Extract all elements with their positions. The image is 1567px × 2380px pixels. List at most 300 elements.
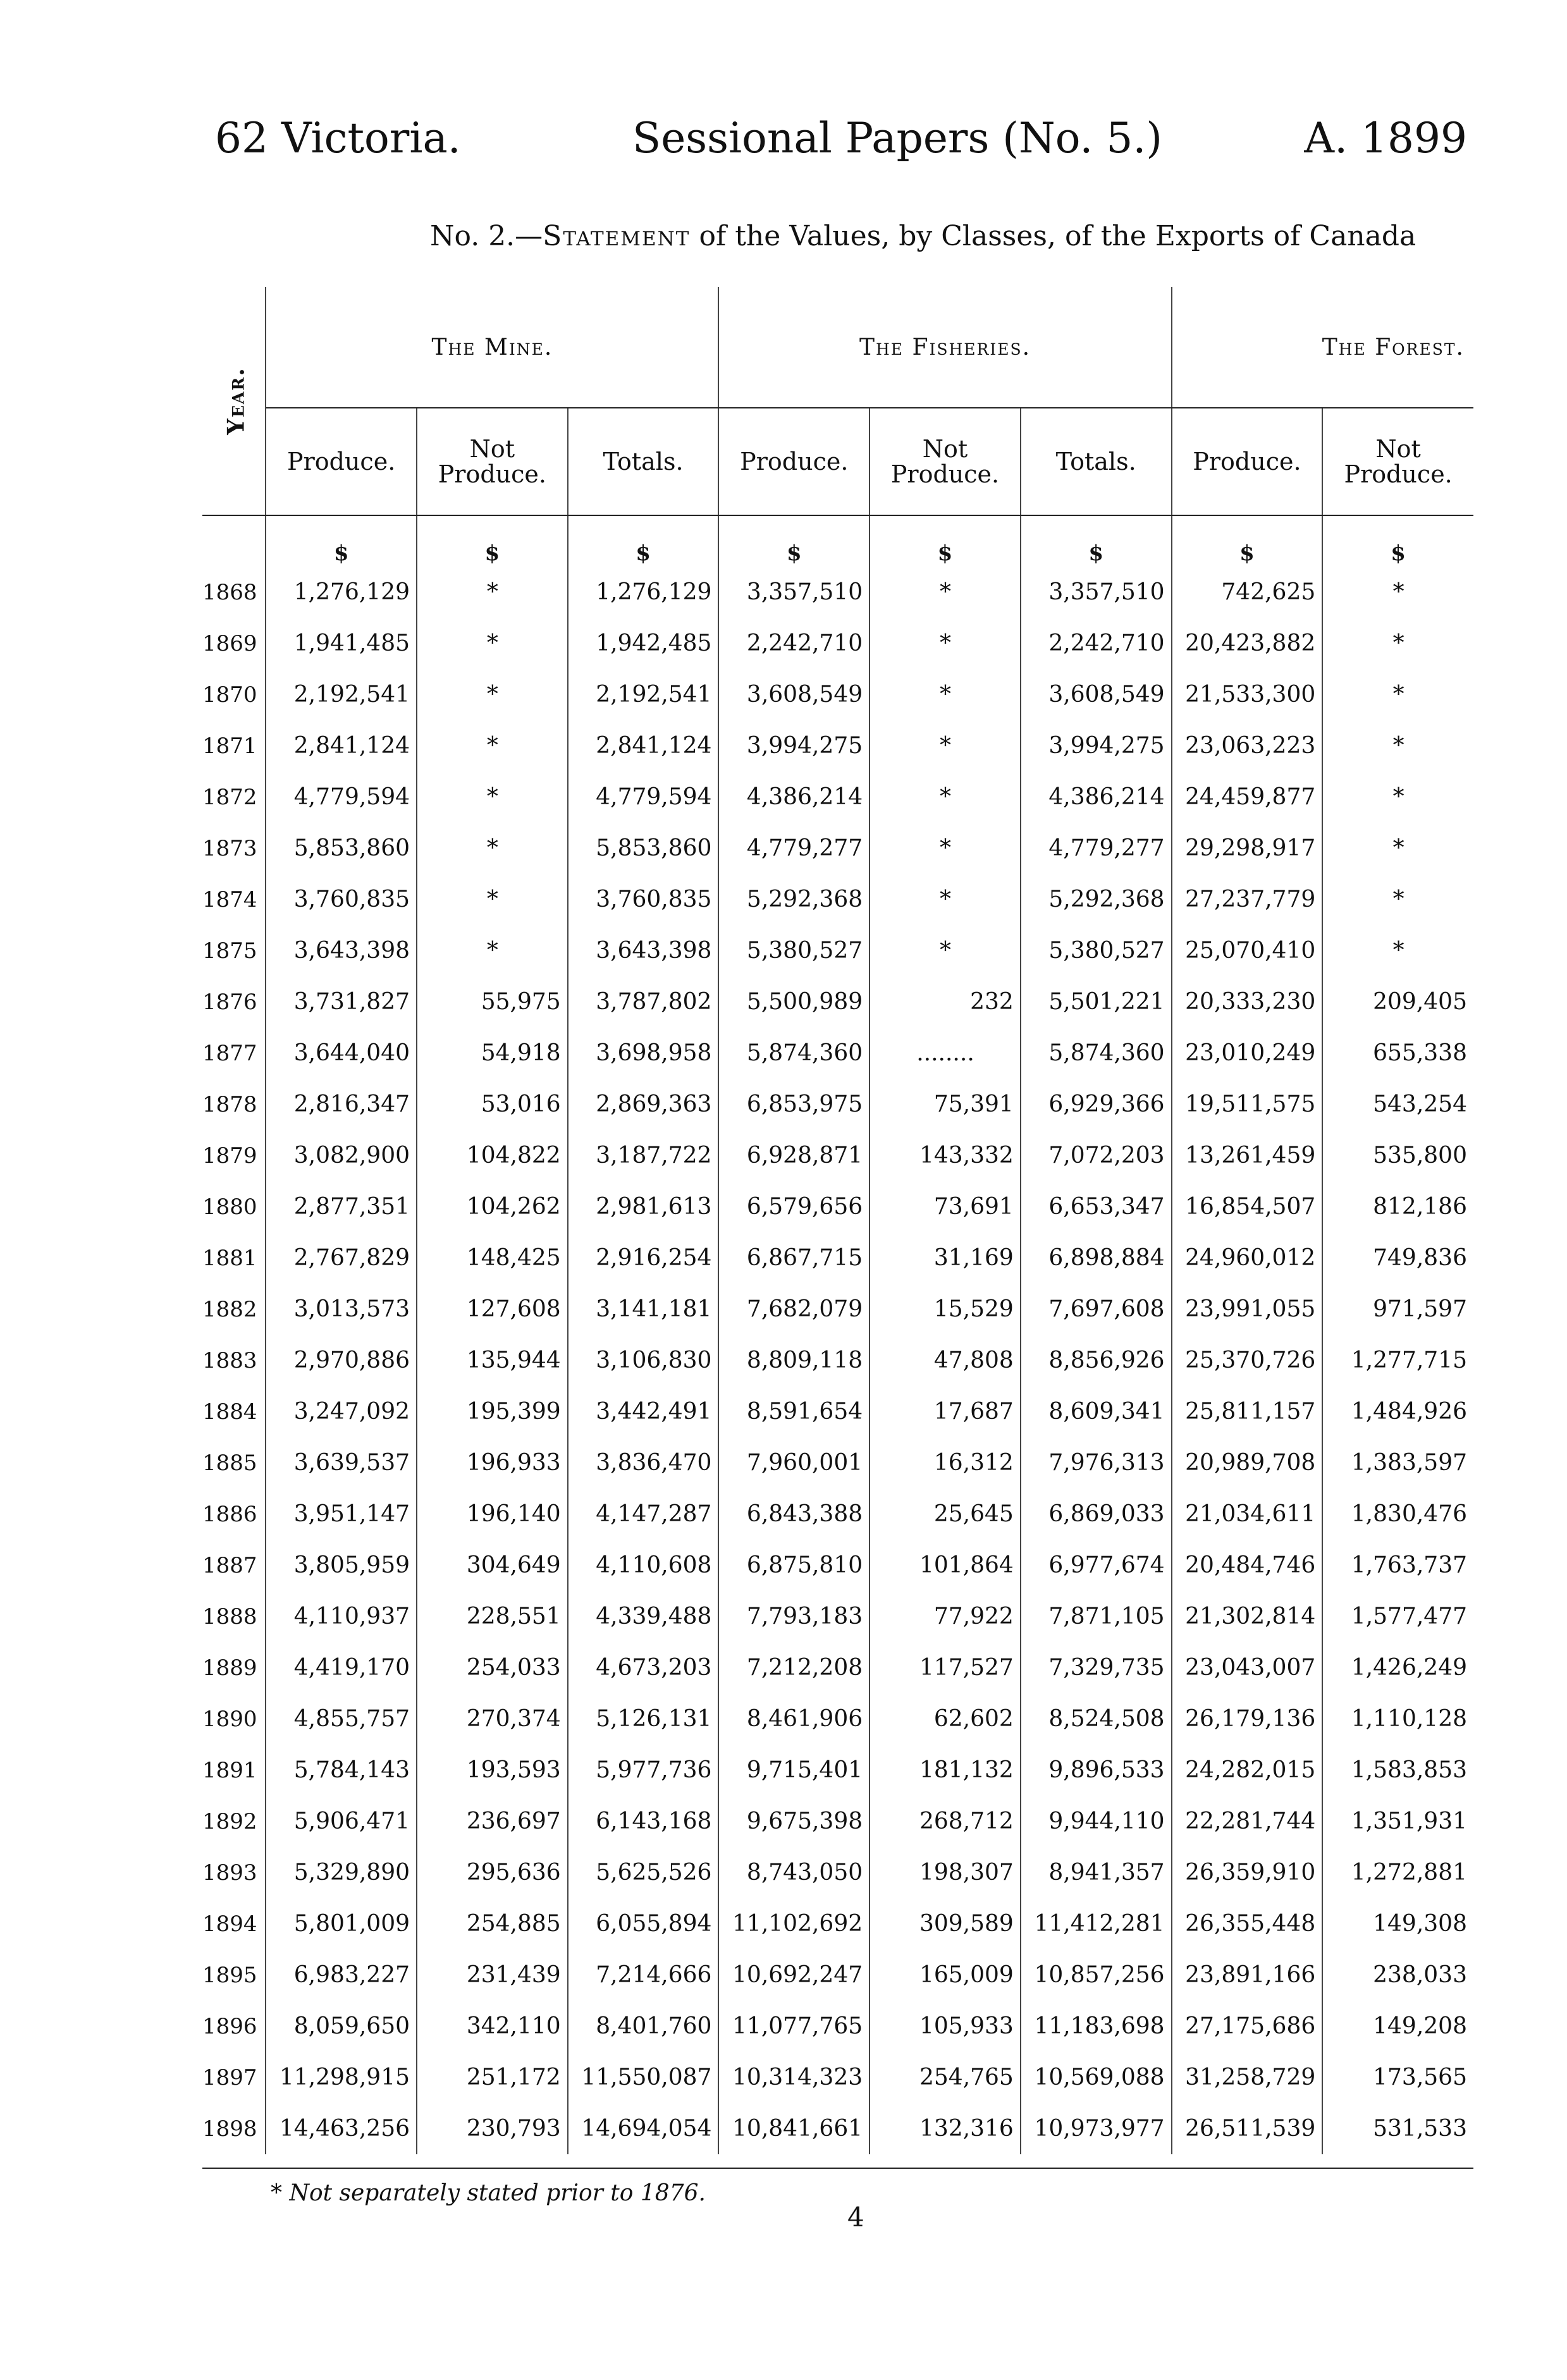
value-cell: 20,333,230	[1172, 976, 1323, 1027]
value-cell: 10,569,088	[1021, 2052, 1172, 2103]
value-cell: 1,110,128	[1351, 1706, 1467, 1732]
value-cell: *	[870, 874, 1021, 925]
column-header: Totals.	[568, 408, 719, 515]
value-cell: 195,399	[417, 1386, 568, 1437]
value-cell: 2,841,124	[568, 720, 719, 771]
value-cell: 231,439	[417, 1949, 568, 2001]
year-cell: 1871	[202, 720, 266, 771]
value-cell: 5,906,471	[266, 1796, 417, 1847]
value-cell: 8,809,118	[718, 1335, 870, 1386]
value-cell: 3,247,092	[266, 1386, 417, 1437]
value-cell: 3,805,959	[266, 1540, 417, 1591]
value-cell: 77,922	[870, 1591, 1021, 1642]
value-cell: 14,463,256	[266, 2103, 417, 2154]
value-cell: 14,694,054	[568, 2103, 719, 2154]
value-cell: *	[1392, 938, 1404, 964]
value-cell: 8,524,508	[1021, 1693, 1172, 1745]
table-row	[202, 1693, 1473, 1745]
value-cell: 15,529	[870, 1284, 1021, 1335]
value-cell: 7,871,105	[1021, 1591, 1172, 1642]
value-cell: 1,383,597	[1351, 1450, 1467, 1476]
table-row	[202, 1437, 1473, 1488]
value-cell: 2,242,710	[718, 618, 870, 669]
value-cell: *	[870, 618, 1021, 669]
value-cell: 173,565	[1373, 2064, 1467, 2090]
value-cell: 5,853,860	[568, 823, 719, 874]
value-cell: 6,143,168	[568, 1796, 719, 1847]
value-cell: *	[870, 823, 1021, 874]
value-cell: 5,853,860	[266, 823, 417, 874]
value-cell: 5,874,360	[718, 1027, 870, 1079]
year-cell: 1873	[202, 823, 266, 874]
column-header: Produce.	[718, 408, 870, 515]
value-cell: 270,374	[417, 1693, 568, 1745]
value-cell: 10,841,661	[718, 2103, 870, 2154]
value-cell: 5,292,368	[718, 874, 870, 925]
year-cell: 1879	[202, 1130, 266, 1181]
table-row	[202, 1386, 1473, 1437]
value-cell: 11,077,765	[718, 2001, 870, 2052]
value-cell: 23,043,007	[1172, 1642, 1323, 1693]
value-cell: 135,944	[417, 1335, 568, 1386]
group-header-fisheries: The Fisheries.	[718, 287, 1171, 408]
table-row	[202, 771, 1473, 823]
value-cell: 749,836	[1373, 1245, 1467, 1271]
unit-cell: $	[870, 515, 1021, 567]
value-cell: 1,277,715	[1351, 1347, 1467, 1373]
table-row	[202, 1027, 1473, 1079]
value-cell: 193,593	[417, 1745, 568, 1796]
value-cell: 196,933	[417, 1437, 568, 1488]
value-cell: 17,687	[870, 1386, 1021, 1437]
value-cell: 3,836,470	[568, 1437, 719, 1488]
table-row	[202, 720, 1473, 771]
unit-row	[202, 515, 1473, 567]
value-cell: 7,976,313	[1021, 1437, 1172, 1488]
value-cell: 55,975	[417, 976, 568, 1027]
value-cell: 8,609,341	[1021, 1386, 1172, 1437]
value-cell: *	[417, 874, 568, 925]
year-cell: 1884	[202, 1386, 266, 1437]
table-row	[202, 2052, 1473, 2103]
value-cell: 196,140	[417, 1488, 568, 1540]
footnote: * Not separately stated prior to 1876.	[271, 2180, 706, 2206]
value-cell: 24,459,877	[1172, 771, 1323, 823]
value-cell: 21,302,814	[1172, 1591, 1323, 1642]
column-header: Produce.	[266, 408, 417, 515]
page-number: 4	[847, 2202, 864, 2233]
value-cell: 6,983,227	[266, 1949, 417, 2001]
title-statement-word: Statement	[543, 220, 691, 252]
value-cell: 25,370,726	[1172, 1335, 1323, 1386]
value-cell: *	[1392, 630, 1404, 656]
table-row	[202, 1898, 1473, 1949]
value-cell: 127,608	[417, 1284, 568, 1335]
table-row	[202, 1745, 1473, 1796]
value-cell: 5,801,009	[266, 1898, 417, 1949]
value-cell: *	[417, 771, 568, 823]
value-cell: 3,187,722	[568, 1130, 719, 1181]
value-cell: 251,172	[417, 2052, 568, 2103]
value-cell: 1,276,129	[266, 567, 417, 618]
group-header-forest: The Forest.	[1172, 287, 1473, 408]
value-cell: 3,644,040	[266, 1027, 417, 1079]
column-header: Not Produce.	[1322, 408, 1473, 515]
value-cell: 47,808	[870, 1335, 1021, 1386]
year-cell: 1883	[202, 1335, 266, 1386]
value-cell: 26,511,539	[1172, 2103, 1323, 2154]
value-cell: 2,767,829	[266, 1232, 417, 1284]
value-cell: 24,960,012	[1172, 1232, 1323, 1284]
running-header	[215, 114, 1467, 164]
exports-table	[202, 287, 1473, 2154]
table-row	[202, 874, 1473, 925]
value-cell: 3,760,835	[568, 874, 719, 925]
value-cell: 4,779,277	[718, 823, 870, 874]
value-cell: 20,484,746	[1172, 1540, 1323, 1591]
value-cell: 3,994,275	[1021, 720, 1172, 771]
value-cell: 8,401,760	[568, 2001, 719, 2052]
value-cell: *	[870, 720, 1021, 771]
value-cell: 4,386,214	[718, 771, 870, 823]
year-cell: 1877	[202, 1027, 266, 1079]
value-cell: 25,645	[870, 1488, 1021, 1540]
value-cell: 228,551	[417, 1591, 568, 1642]
table-row	[202, 823, 1473, 874]
title-rest: of the Values, by Classes, of the Exports of Canada	[690, 220, 1416, 252]
value-cell: 1,577,477	[1351, 1604, 1467, 1629]
value-cell: 254,033	[417, 1642, 568, 1693]
group-header-row	[202, 287, 1473, 408]
value-cell: 25,811,157	[1172, 1386, 1323, 1437]
unit-cell: $	[1172, 515, 1323, 567]
value-cell: 3,442,491	[568, 1386, 719, 1437]
year-cell: 1881	[202, 1232, 266, 1284]
value-cell: 29,298,917	[1172, 823, 1323, 874]
value-cell: 148,425	[417, 1232, 568, 1284]
table-bottom-rule	[202, 2168, 1473, 2169]
value-cell: *	[417, 669, 568, 720]
value-cell: 149,308	[1373, 1911, 1467, 1937]
statement-title	[430, 220, 1416, 252]
value-cell: 535,800	[1373, 1143, 1467, 1169]
table-row	[202, 669, 1473, 720]
header-papers: Sessional Papers (No. 5.)	[632, 114, 1163, 163]
group-header-mine: The Mine.	[266, 287, 718, 408]
table-row	[202, 1335, 1473, 1386]
value-cell: 149,208	[1373, 2013, 1467, 2039]
value-cell: 7,960,001	[718, 1437, 870, 1488]
value-cell: 268,712	[870, 1796, 1021, 1847]
value-cell: 2,816,347	[266, 1079, 417, 1130]
value-cell: 1,941,485	[266, 618, 417, 669]
value-cell: 6,853,975	[718, 1079, 870, 1130]
column-header: Not Produce.	[417, 408, 568, 515]
value-cell: 1,426,249	[1351, 1655, 1467, 1681]
year-cell: 1889	[202, 1642, 266, 1693]
value-cell: 6,055,894	[568, 1898, 719, 1949]
value-cell: 1,583,853	[1351, 1757, 1467, 1783]
value-cell: 23,063,223	[1172, 720, 1323, 771]
value-cell: 2,981,613	[568, 1181, 719, 1232]
value-cell: 6,843,388	[718, 1488, 870, 1540]
column-header: Produce.	[1172, 408, 1323, 515]
year-cell: 1876	[202, 976, 266, 1027]
value-cell: 1,484,926	[1351, 1399, 1467, 1425]
value-cell: 1,830,476	[1351, 1501, 1467, 1527]
value-cell: 4,386,214	[1021, 771, 1172, 823]
year-cell: 1880	[202, 1181, 266, 1232]
value-cell: 4,673,203	[568, 1642, 719, 1693]
value-cell: 16,854,507	[1172, 1181, 1323, 1232]
value-cell: 4,147,287	[568, 1488, 719, 1540]
value-cell: 6,898,884	[1021, 1232, 1172, 1284]
value-cell: 132,316	[870, 2103, 1021, 2154]
value-cell: 23,010,249	[1172, 1027, 1323, 1079]
year-column-header	[202, 287, 266, 515]
value-cell: 7,682,079	[718, 1284, 870, 1335]
year-cell: 1874	[202, 874, 266, 925]
value-cell: 22,281,744	[1172, 1796, 1323, 1847]
value-cell: *	[417, 925, 568, 976]
year-cell: 1895	[202, 1949, 266, 2001]
value-cell: 25,070,410	[1172, 925, 1323, 976]
value-cell: 8,591,654	[718, 1386, 870, 1437]
value-cell: 8,059,650	[266, 2001, 417, 2052]
value-cell: 54,918	[417, 1027, 568, 1079]
value-cell: 5,500,989	[718, 976, 870, 1027]
value-cell: 26,359,910	[1172, 1847, 1323, 1898]
value-cell: 4,779,277	[1021, 823, 1172, 874]
value-cell: 8,461,906	[718, 1693, 870, 1745]
value-cell: 181,132	[870, 1745, 1021, 1796]
table-row	[202, 567, 1473, 618]
value-cell: 62,602	[870, 1693, 1021, 1745]
table-row	[202, 2103, 1473, 2154]
table-row	[202, 1284, 1473, 1335]
header-session: 62 Victoria.	[215, 114, 461, 163]
value-cell: 3,787,802	[568, 976, 719, 1027]
value-cell: 6,977,674	[1021, 1540, 1172, 1591]
value-cell: *	[1392, 784, 1404, 810]
value-cell: 5,292,368	[1021, 874, 1172, 925]
value-cell: 104,822	[417, 1130, 568, 1181]
value-cell: 21,533,300	[1172, 669, 1323, 720]
value-cell: 5,380,527	[1021, 925, 1172, 976]
value-cell: 232	[870, 976, 1021, 1027]
value-cell: 11,550,087	[568, 2052, 719, 2103]
value-cell: 8,941,357	[1021, 1847, 1172, 1898]
value-cell: 309,589	[870, 1898, 1021, 1949]
value-cell: 5,380,527	[718, 925, 870, 976]
value-cell: 11,298,915	[266, 2052, 417, 2103]
value-cell: 117,527	[870, 1642, 1021, 1693]
year-cell: 1872	[202, 771, 266, 823]
year-cell: 1870	[202, 669, 266, 720]
value-cell: 105,933	[870, 2001, 1021, 2052]
value-cell: *	[1392, 733, 1404, 759]
year-cell: 1886	[202, 1488, 266, 1540]
value-cell: 7,329,735	[1021, 1642, 1172, 1693]
value-cell: 4,339,488	[568, 1591, 719, 1642]
value-cell: 230,793	[417, 2103, 568, 2154]
value-cell: 742,625	[1172, 567, 1323, 618]
table-row	[202, 618, 1473, 669]
value-cell: 3,013,573	[266, 1284, 417, 1335]
year-cell: 1897	[202, 2052, 266, 2103]
value-cell: 5,126,131	[568, 1693, 719, 1745]
value-cell: 5,784,143	[266, 1745, 417, 1796]
value-cell: 10,692,247	[718, 1949, 870, 2001]
value-cell: 655,338	[1373, 1040, 1467, 1066]
value-cell: 16,312	[870, 1437, 1021, 1488]
value-cell: *	[870, 925, 1021, 976]
value-cell: 3,731,827	[266, 976, 417, 1027]
value-cell: 31,258,729	[1172, 2052, 1323, 2103]
value-cell: 5,625,526	[568, 1847, 719, 1898]
unit-cell: $	[417, 515, 568, 567]
table-row	[202, 1488, 1473, 1540]
value-cell: 27,175,686	[1172, 2001, 1323, 2052]
value-cell: 3,141,181	[568, 1284, 719, 1335]
value-cell: 209,405	[1373, 989, 1467, 1015]
header-year: A. 1899	[1304, 114, 1467, 163]
value-cell: 7,697,608	[1021, 1284, 1172, 1335]
value-cell: 4,419,170	[266, 1642, 417, 1693]
value-cell: *	[417, 618, 568, 669]
value-cell: 9,715,401	[718, 1745, 870, 1796]
value-cell: 24,282,015	[1172, 1745, 1323, 1796]
unit-cell: $	[266, 515, 417, 567]
year-cell: 1885	[202, 1437, 266, 1488]
value-cell: 304,649	[417, 1540, 568, 1591]
value-cell: 812,186	[1373, 1194, 1467, 1220]
value-cell: 3,698,958	[568, 1027, 719, 1079]
value-cell: 9,944,110	[1021, 1796, 1172, 1847]
value-cell: 971,597	[1373, 1296, 1467, 1322]
value-cell: 3,639,537	[266, 1437, 417, 1488]
value-cell: 3,082,900	[266, 1130, 417, 1181]
title-prefix: No. 2.—	[430, 220, 543, 252]
value-cell: 3,608,549	[718, 669, 870, 720]
value-cell: 10,314,323	[718, 2052, 870, 2103]
value-cell: 6,579,656	[718, 1181, 870, 1232]
value-cell: 6,928,871	[718, 1130, 870, 1181]
value-cell: 10,973,977	[1021, 2103, 1172, 2154]
value-cell: 3,951,147	[266, 1488, 417, 1540]
value-cell: 5,977,736	[568, 1745, 719, 1796]
year-cell: 1869	[202, 618, 266, 669]
value-cell: *	[870, 567, 1021, 618]
table-row	[202, 2001, 1473, 2052]
value-cell: 23,891,166	[1172, 1949, 1323, 2001]
value-cell: ........	[870, 1027, 1021, 1079]
table-row	[202, 1591, 1473, 1642]
value-cell: 295,636	[417, 1847, 568, 1898]
table-row	[202, 1181, 1473, 1232]
unit-cell: $	[1391, 541, 1406, 566]
value-cell: 236,697	[417, 1796, 568, 1847]
value-cell: 2,970,886	[266, 1335, 417, 1386]
column-header: Not Produce.	[870, 408, 1021, 515]
value-cell: 6,929,366	[1021, 1079, 1172, 1130]
value-cell: 20,423,882	[1172, 618, 1323, 669]
value-cell: 2,841,124	[266, 720, 417, 771]
year-cell: 1892	[202, 1796, 266, 1847]
value-cell: 254,885	[417, 1898, 568, 1949]
value-cell: 20,989,708	[1172, 1437, 1323, 1488]
value-cell: 254,765	[870, 2052, 1021, 2103]
table-body	[202, 567, 1473, 2154]
value-cell: 31,169	[870, 1232, 1021, 1284]
value-cell: 9,896,533	[1021, 1745, 1172, 1796]
table-row	[202, 976, 1473, 1027]
year-cell: 1893	[202, 1847, 266, 1898]
value-cell: 143,332	[870, 1130, 1021, 1181]
value-cell: 9,675,398	[718, 1796, 870, 1847]
value-cell: 6,653,347	[1021, 1181, 1172, 1232]
value-cell: *	[417, 823, 568, 874]
table-row	[202, 1232, 1473, 1284]
value-cell: 1,276,129	[568, 567, 719, 618]
value-cell: *	[417, 720, 568, 771]
value-cell: 2,242,710	[1021, 618, 1172, 669]
value-cell: 7,212,208	[718, 1642, 870, 1693]
value-cell: 23,991,055	[1172, 1284, 1323, 1335]
value-cell: 11,412,281	[1021, 1898, 1172, 1949]
value-cell: 7,214,666	[568, 1949, 719, 2001]
exports-table-wrap	[202, 287, 1473, 2154]
column-header-row	[202, 408, 1473, 515]
value-cell: 6,875,810	[718, 1540, 870, 1591]
value-cell: 10,857,256	[1021, 1949, 1172, 2001]
value-cell: 5,329,890	[266, 1847, 417, 1898]
value-cell: 3,760,835	[266, 874, 417, 925]
value-cell: 26,355,448	[1172, 1898, 1323, 1949]
value-cell: 75,391	[870, 1079, 1021, 1130]
value-cell: 543,254	[1373, 1091, 1467, 1117]
year-cell: 1898	[202, 2103, 266, 2154]
value-cell: 1,763,737	[1351, 1552, 1467, 1578]
value-cell: 342,110	[417, 2001, 568, 2052]
year-cell: 1890	[202, 1693, 266, 1745]
value-cell: 5,874,360	[1021, 1027, 1172, 1079]
value-cell: 53,016	[417, 1079, 568, 1130]
table-row	[202, 1642, 1473, 1693]
value-cell: 11,183,698	[1021, 2001, 1172, 2052]
value-cell: 4,855,757	[266, 1693, 417, 1745]
value-cell: 101,864	[870, 1540, 1021, 1591]
value-cell: 531,533	[1373, 2116, 1467, 2142]
table-row	[202, 1949, 1473, 2001]
value-cell: 2,916,254	[568, 1232, 719, 1284]
value-cell: *	[870, 771, 1021, 823]
value-cell: 2,192,541	[568, 669, 719, 720]
value-cell: 27,237,779	[1172, 874, 1323, 925]
value-cell: 4,779,594	[266, 771, 417, 823]
value-cell: 2,869,363	[568, 1079, 719, 1130]
value-cell: 165,009	[870, 1949, 1021, 2001]
value-cell: 1,272,881	[1351, 1860, 1467, 1886]
unit-cell: $	[1021, 515, 1172, 567]
year-cell: 1891	[202, 1745, 266, 1796]
value-cell: 3,994,275	[718, 720, 870, 771]
table-row	[202, 925, 1473, 976]
value-cell: 26,179,136	[1172, 1693, 1323, 1745]
value-cell: *	[870, 669, 1021, 720]
value-cell: 198,307	[870, 1847, 1021, 1898]
value-cell: 13,261,459	[1172, 1130, 1323, 1181]
